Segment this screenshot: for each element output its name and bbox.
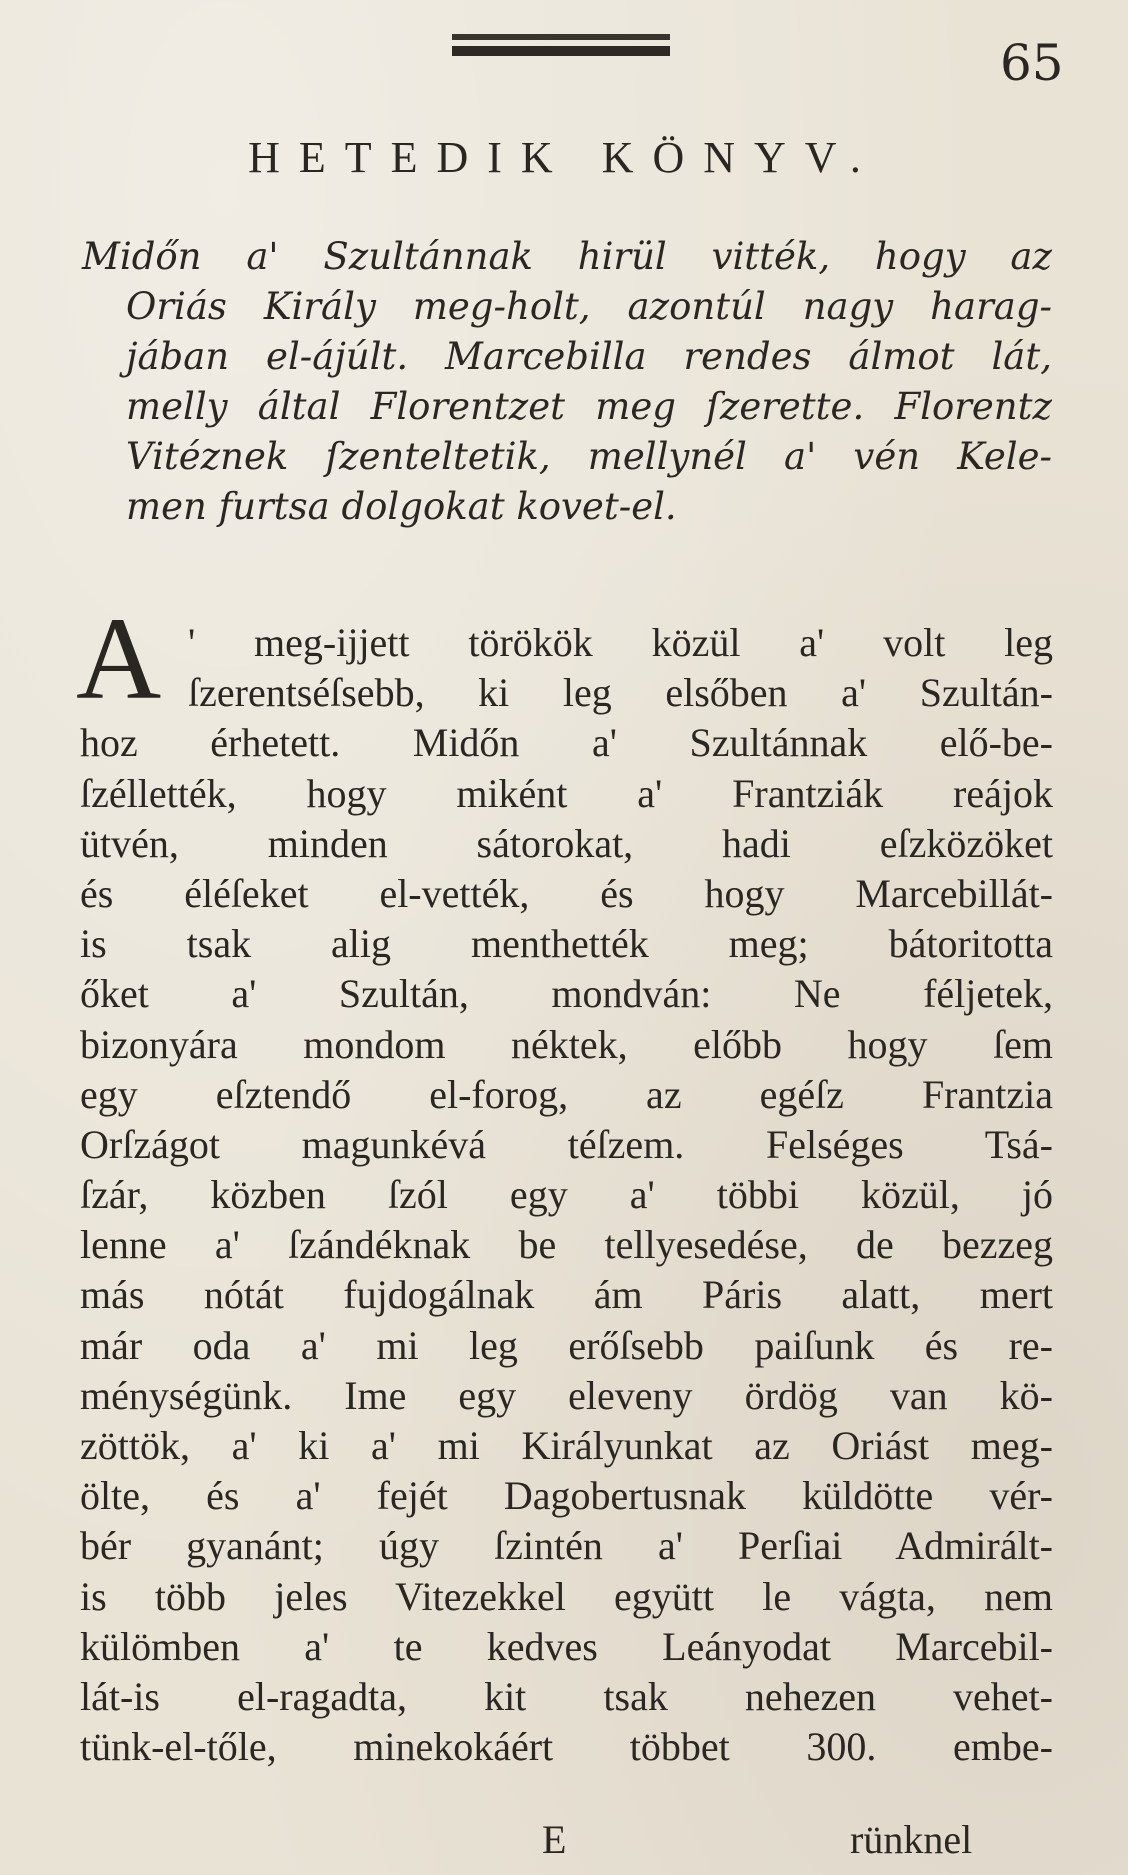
body-text bbox=[80, 618, 1053, 1772]
body-line: is több jeles Vitezekkel együtt le vágta, nem bbox=[80, 1573, 1053, 1619]
body-line: lát-is el-ragadta, kit tsak nehezen vehet- bbox=[80, 1673, 1053, 1719]
body-line: is tsak alig menthették meg; bátoritotta bbox=[80, 921, 1053, 967]
summary-line: Midőn a' Szultánnak hirül vitték, hogy az bbox=[82, 235, 1052, 278]
body-line: egy eſztendő el-forog, az egéſz Frantzia bbox=[80, 1071, 1053, 1117]
summary-line: melly által Florentzet meg ſzerette. Florentz bbox=[126, 385, 1052, 428]
summary-line: Oriás Király meg-holt, azontúl nagy harag- bbox=[126, 285, 1052, 328]
body-line: bér gyanánt; úgy ſzintén a' Perſiai Admirált- bbox=[80, 1523, 1053, 1569]
body-line: ſzerentséſsebb, ki leg elsőben a' Szultán- bbox=[188, 670, 1053, 716]
body-line: ölte, és a' fejét Dagobertusnak küldötte vér- bbox=[80, 1473, 1053, 1519]
rule-thick bbox=[452, 46, 670, 56]
body-line: zöttök, a' ki a' mi Királyunkat az Oriást meg- bbox=[80, 1423, 1053, 1468]
summary-line: Vitéznek ſzenteltetik, mellynél a' vén Kele- bbox=[126, 435, 1052, 478]
body-line: ütvén, minden sátorokat, hadi eſzközöket bbox=[80, 820, 1053, 866]
body-line: bizonyára mondom néktek, előbb hogy ſem bbox=[80, 1021, 1053, 1067]
body-line: Orſzágot magunkévá téſzem. Felséges Tsá- bbox=[80, 1121, 1053, 1167]
body-line: ménységünk. Ime egy eleveny ördög van kö- bbox=[80, 1372, 1053, 1418]
body-line: lenne a' ſzándéknak be tellyesedése, de bezzeg bbox=[80, 1222, 1053, 1268]
body-line: őket a' Szultán, mondván: Ne féljetek, bbox=[80, 971, 1053, 1017]
signature-mark: E bbox=[542, 1817, 567, 1862]
body-line: és éléſeket el-vették, és hogy Marcebillát- bbox=[80, 870, 1053, 916]
chapter-summary bbox=[82, 232, 1052, 532]
body-line: ſzár, közben ſzól egy a' többi közül, jó bbox=[80, 1172, 1053, 1218]
rule-thin bbox=[452, 34, 670, 40]
drop-cap: A bbox=[76, 593, 162, 724]
ornamental-rule bbox=[452, 34, 670, 56]
page-number: 65 bbox=[1000, 34, 1064, 92]
chapter-heading: HETEDIK KÖNYV. bbox=[248, 133, 880, 182]
body-line: ' meg-ijjett törökök közül a' volt leg bbox=[188, 620, 1053, 665]
catchword: rünknel bbox=[850, 1817, 973, 1862]
body-line: tünk-el-tőle, minekokáért többet 300. embe- bbox=[80, 1724, 1053, 1770]
body-line: már oda a' mi leg erőſsebb paiſunk és re- bbox=[80, 1322, 1053, 1368]
body-line: ſzéllették, hogy miként a' Frantziák reájok bbox=[80, 770, 1053, 816]
body-line: külömben a' te kedves Leányodat Marcebil- bbox=[80, 1623, 1053, 1669]
body-line: más nótát fujdogálnak ám Páris alatt, mert bbox=[80, 1272, 1053, 1318]
summary-line: men furtsa dolgokat kovet-el. bbox=[126, 485, 677, 528]
summary-line: jában el-ájúlt. Marcebilla rendes álmot lát, bbox=[126, 335, 1052, 378]
body-line: hoz érhetett. Midőn a' Szultánnak elő-be- bbox=[80, 720, 1053, 766]
